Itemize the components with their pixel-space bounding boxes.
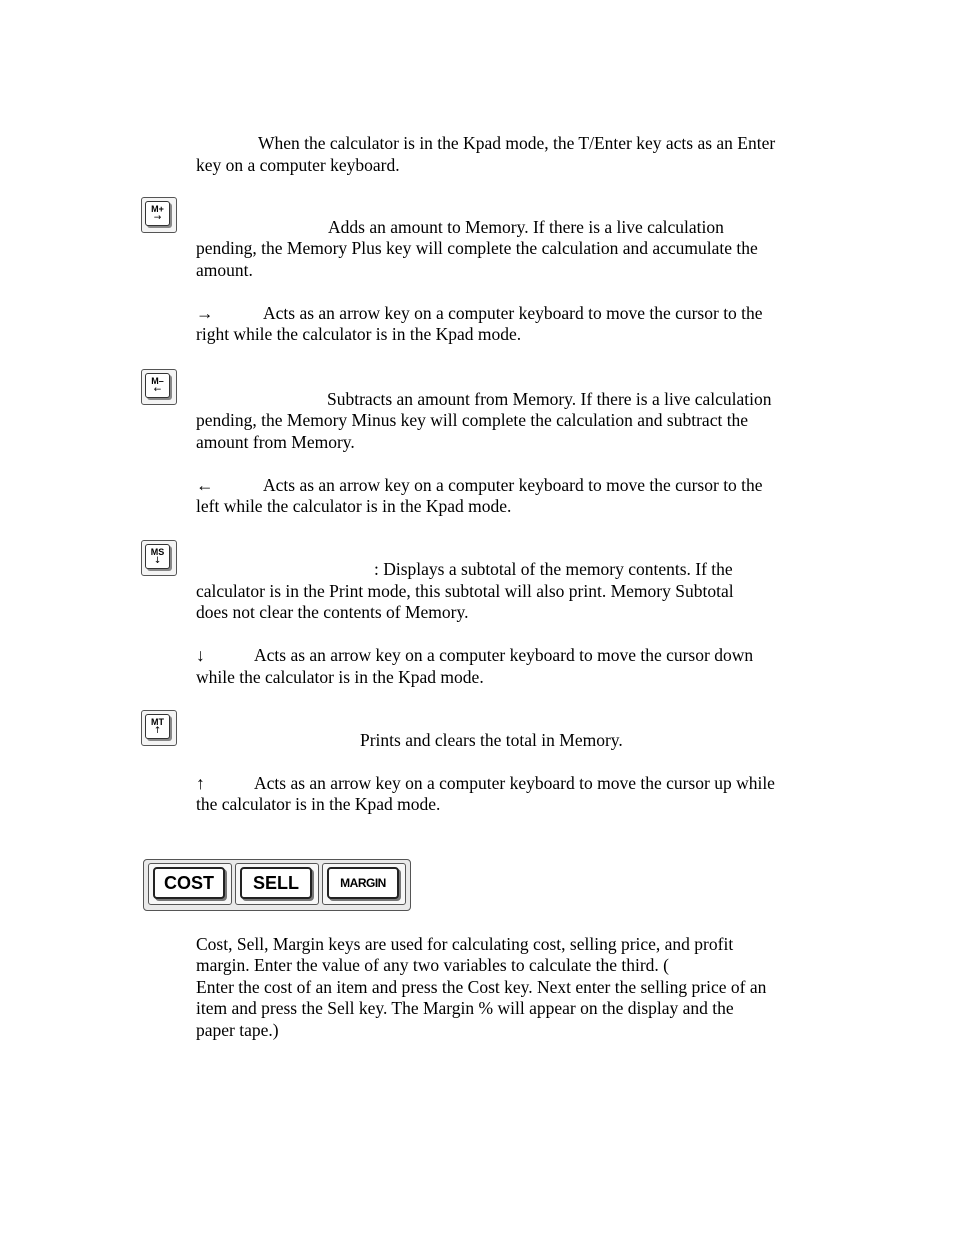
up-arrow-text-line-1: Acts as an arrow key on a computer keyboard to move the cursor up while — [254, 773, 775, 793]
cost-sell-margin-text-line-5: paper tape.) — [196, 1020, 279, 1040]
memory-total-text-line-1: Prints and clears the total in Memory. — [360, 730, 623, 750]
up-arrow-icon: ↑ — [153, 726, 162, 736]
cost-sell-margin-text-line-3: Enter the cost of an item and press the Cost key. Next enter the selling price of an — [196, 977, 767, 997]
right-arrow-symbol: → — [196, 303, 214, 323]
memory-minus-key-icon — [141, 369, 177, 405]
left-arrow-text-line-2: left while the calculator is in the Kpad mode. — [196, 496, 512, 516]
cost-sell-margin-text-line-4: item and press the Sell key. The Margin % will appear on the display and the — [196, 998, 734, 1018]
right-arrow-text-line-1: Acts as an arrow key on a computer keyboard to move the cursor to the — [263, 303, 763, 323]
cost-key-label: COST — [153, 867, 225, 899]
memory-subtotal-key-icon — [141, 540, 177, 576]
memory-plus-text-line-1: Adds an amount to Memory. If there is a live calculation — [328, 217, 724, 237]
left-arrow-symbol: ← — [196, 475, 214, 495]
memory-minus-text-line-1: Subtracts an amount from Memory. If there is a live calculation — [327, 389, 772, 409]
memory-plus-text-line-2: pending, the Memory Plus key will complete the calculation and accumulate the — [196, 238, 758, 258]
sell-key-icon — [235, 863, 319, 905]
down-arrow-symbol: ↓ — [196, 645, 205, 665]
margin-key-icon — [322, 863, 406, 905]
cost-key-icon — [148, 863, 232, 905]
intro-text-line-1: When the calculator is in the Kpad mode, the T/Enter key acts as an Enter — [258, 133, 776, 153]
down-arrow-text-line-1: Acts as an arrow key on a computer keyboard to move the cursor down — [254, 645, 754, 665]
right-arrow-text-line-2: right while the calculator is in the Kpad mode. — [196, 324, 522, 344]
cost-sell-margin-keys — [143, 859, 411, 911]
cost-sell-margin-text-line-1: Cost, Sell, Margin keys are used for calculating cost, selling price, and profit — [196, 934, 734, 954]
memory-minus-key-label: M– — [151, 376, 164, 386]
memory-minus-text-line-2: pending, the Memory Minus key will complete the calculation and subtract the — [196, 410, 749, 430]
memory-subtotal-text-line-2: calculator is in the Print mode, this subtotal will also print. Memory Subtotal — [196, 581, 734, 601]
memory-minus-text-line-3: amount from Memory. — [196, 432, 355, 452]
sell-key-label: SELL — [240, 867, 312, 899]
memory-total-key-icon — [141, 710, 177, 746]
memory-plus-key-label: M+ — [151, 204, 164, 214]
down-arrow-text-line-2: while the calculator is in the Kpad mode. — [196, 667, 484, 687]
memory-plus-text-line-3: amount. — [196, 260, 253, 280]
memory-total-key-label: MT — [151, 717, 164, 727]
left-arrow-icon: ← — [153, 385, 162, 395]
down-arrow-icon: ↓ — [153, 556, 162, 566]
cost-sell-margin-text-line-2: margin. Enter the value of any two variables to calculate the third. ( — [196, 955, 669, 975]
right-arrow-icon: → — [153, 213, 162, 223]
up-arrow-text-line-2: the calculator is in the Kpad mode. — [196, 794, 441, 814]
margin-key-label: MARGIN — [327, 867, 399, 899]
memory-subtotal-key-label: MS — [150, 547, 165, 557]
memory-subtotal-text-line-1: : Displays a subtotal of the memory contents. If the — [374, 559, 733, 579]
up-arrow-symbol: ↑ — [196, 773, 205, 793]
memory-plus-key-icon — [141, 197, 177, 233]
left-arrow-text-line-1: Acts as an arrow key on a computer keyboard to move the cursor to the — [263, 475, 763, 495]
intro-text-line-2: key on a computer keyboard. — [196, 155, 400, 175]
memory-subtotal-text-line-3: does not clear the contents of Memory. — [196, 602, 469, 622]
